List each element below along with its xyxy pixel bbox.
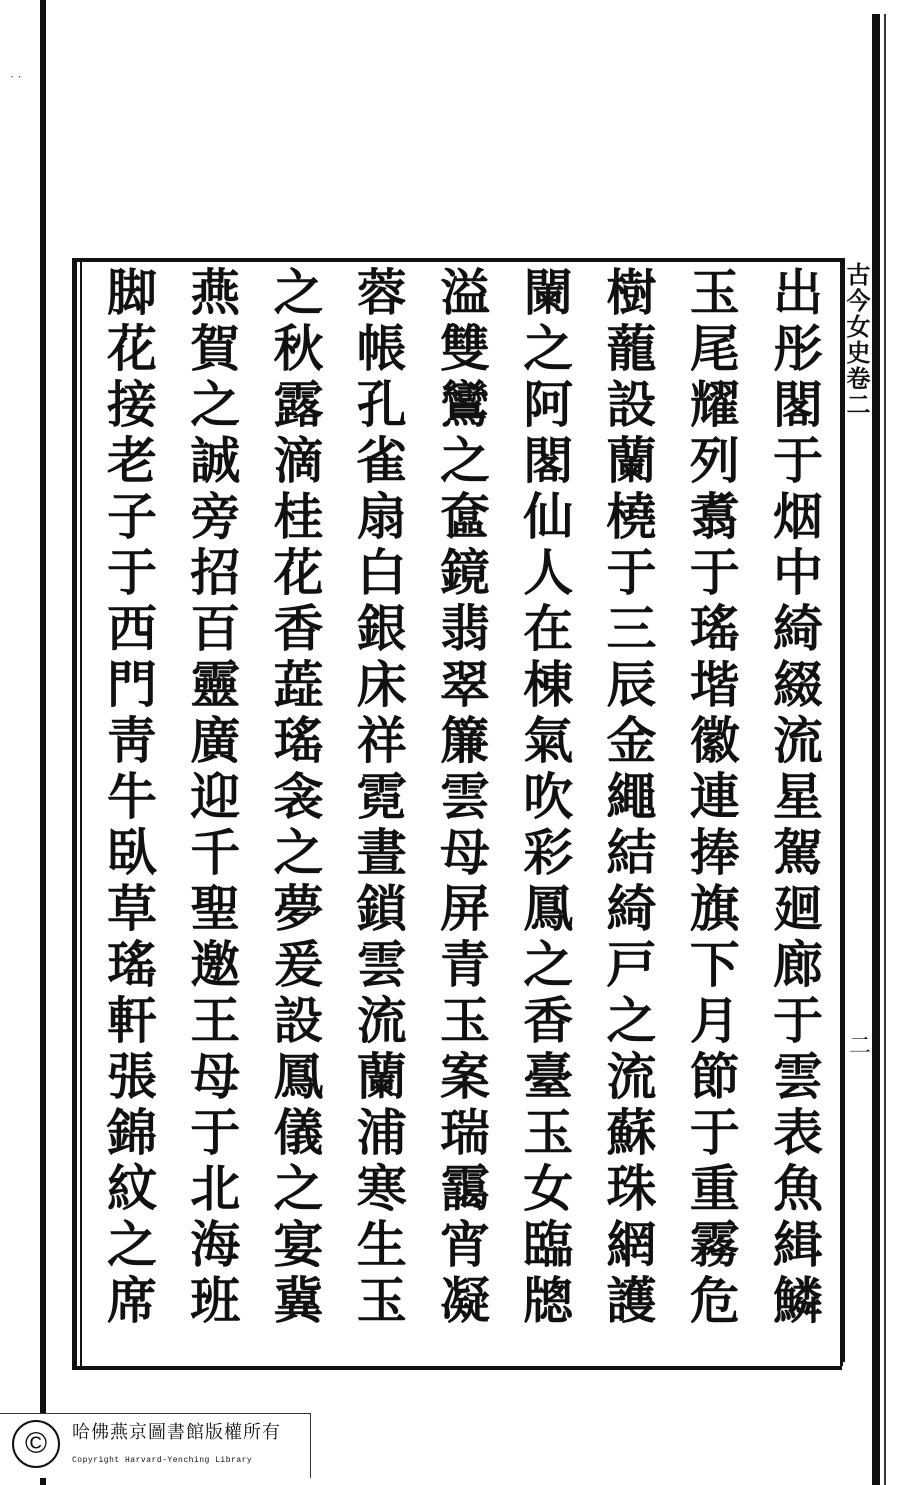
copyright-icon: © [12,1420,60,1468]
text-column: 玉尾耀列翥于瑤堦徽連捧旗下月節于重霧危 [681,266,741,1330]
frame-left-rule [72,258,77,1366]
margin-smudge: · · [10,70,22,84]
copyright-english-text: Copyright Harvard-Yenching Library [72,1456,253,1465]
text-column: 闌之阿閣仙人在棟氣吹彩鳳之香臺玉女臨牕 [515,266,575,1330]
text-column: 之秋露滴桂花香蕋瑤衾之夢爰設鳳儀之宴冀 [265,266,325,1330]
text-column: 脚花接老子于西門靑牛臥草瑤軒張錦紋之席 [99,266,158,1330]
frame-left-rule-inner [80,258,82,1366]
text-column: 出彤閣于烟中綺綴流星駕廻廊于雲表魚緝鱗 [765,266,824,1330]
book-gutter-left [40,0,46,1485]
text-column: 樹蘢設蘭橈于三辰金繩結綺戸之流蘇珠網護 [598,266,658,1330]
text-column: 溢雙鸞之奩鏡翡翠簾雲母屏青玉案瑞靄宵凝 [432,266,491,1330]
text-column: 蓉帳孔雀扇白銀床祥霓晝鎖雲流蘭浦寒生玉 [348,266,408,1330]
text-column: 燕賀之誠旁招百靈廣迎千聖邀王母于北海班 [182,266,242,1330]
fold-strip [843,258,874,1362]
book-gutter-right-inner [884,14,886,1485]
fold-title [842,262,871,418]
fold-title-text: 古今女史 [842,262,871,366]
text-columns [92,266,830,1362]
fold-page-number: 二 [849,1034,872,1059]
copyright-owner-text: 哈佛燕京圖書館版權所有 [72,1422,281,1443]
fold-volume-text: 卷二 [842,366,871,418]
